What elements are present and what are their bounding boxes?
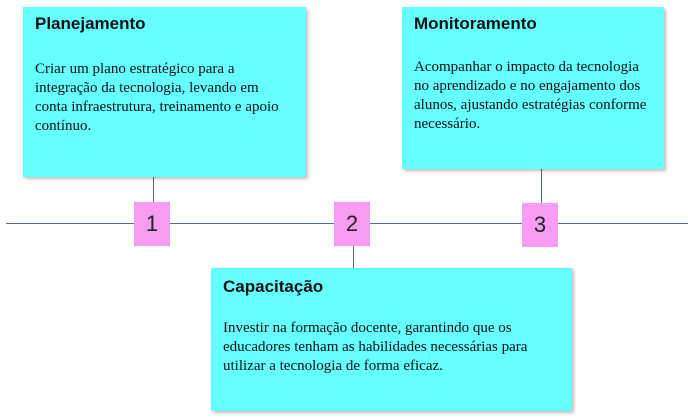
step-card-capacitacao: [211, 268, 572, 411]
step-title: Capacitação: [223, 277, 324, 296]
step-marker-3: 3: [522, 203, 558, 247]
step-title: Monitoramento: [414, 14, 537, 33]
step-card-planejamento: [23, 7, 306, 177]
connector-2: [353, 244, 354, 268]
step-card-monitoramento: [402, 7, 664, 169]
step-marker-2: 2: [334, 202, 370, 246]
step-description: Investir na formação docente, garantindo que os educadores tenham as habilidades necessárias para utilizar a tecnologia de forma eficaz.: [223, 320, 528, 374]
connector-3: [541, 169, 542, 203]
step-title: Planejamento: [35, 14, 146, 33]
step-marker-1: 1: [134, 202, 170, 246]
step-description: Criar um plano estratégico para a integração da tecnologia, levando em conta infraestrutura, treinamento e apoio contínuo.: [35, 61, 279, 134]
step-description: Acompanhar o impacto da tecnologia no aprendizado e no engajamento dos alunos, ajustando estratégias conforme necessário.: [414, 59, 647, 132]
